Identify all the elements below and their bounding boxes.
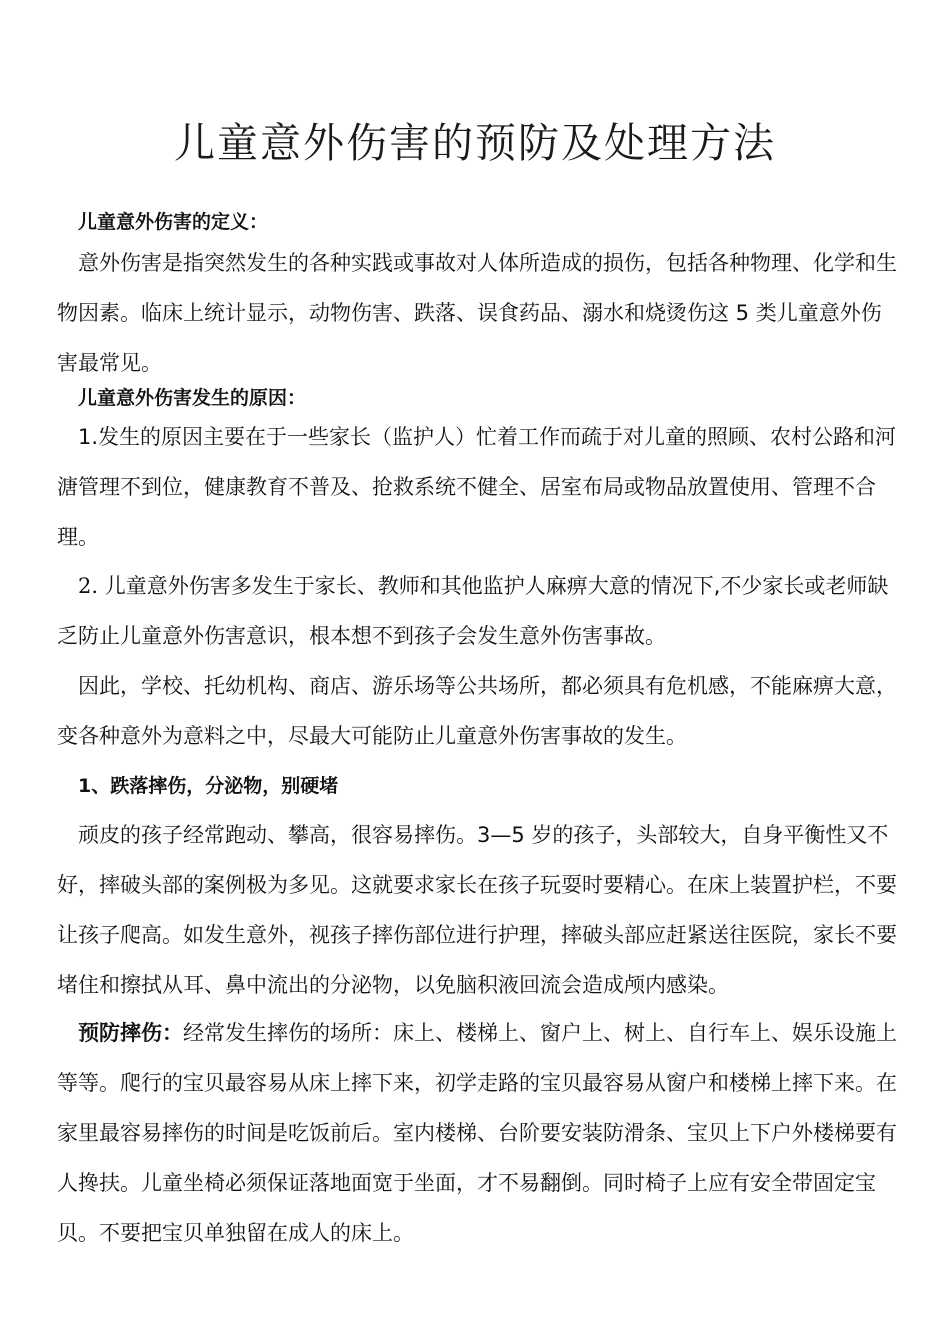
prevent-paragraph bbox=[57, 1008, 897, 1258]
prevent-label: 预防摔伤： bbox=[78, 1021, 183, 1045]
therefore-paragraph: 因此，学校、托幼机构、商店、游乐场等公共场所，都必须具有危机感，不能麻痹大意，变各种意外为意料之中，尽最大可能防止儿童意外伤害事故的发生。 bbox=[57, 674, 897, 748]
cause-paragraph-2 bbox=[57, 561, 897, 661]
definition-emphasis: 儿童意外伤害最常见。 bbox=[57, 301, 882, 375]
cause-paragraph-1: 1.发生的原因主要在于一些家长（监护人）忙着工作而疏于对儿童的照顾、农村公路和河溏管理不到位，健康教育不普及、抢救系统不健全、居室布局或物品放置使用、管理不合理。 bbox=[57, 425, 897, 549]
definition-text: 意外伤害是指突然发生的各种实践或事故对人体所造成的损伤，包括各种物理、化学和生物因素。临床上统计显示，动物伤害、跌落、误食药品、溺水和烧烫伤这 5 类 bbox=[57, 251, 897, 325]
section-1-heading: 1、跌落摔伤，分泌物，别硬堵 bbox=[78, 775, 339, 797]
section-1-paragraph: 顽皮的孩子经常跑动、攀高，很容易摔伤。3—5 岁的孩子，头部较大，自身平衡性又不好，摔破头部的案例极为多见。这就要求家长在孩子玩耍时要精心。在床上装置护栏，不要让孩子爬高。如发生意外，视孩子摔伤部位进行护理，摔破头部应赶紧送往医院，家长不要堵住和擦拭从耳、鼻中流出的分泌物，以免脑积液回流会造成颅内感染。 bbox=[57, 823, 897, 997]
prevent-text-c: 前后。室内楼梯、台阶要安装防滑条、宝贝上下户外楼梯要有人搀扶。儿童坐椅必须保证落地面宽于坐面，才不易翻倒。同时椅子上应有安全带固定宝贝。不要把宝贝单独留在成人的床上。 bbox=[57, 1121, 897, 1245]
document-title: 儿童意外伤害的预防及处理方法 bbox=[174, 119, 776, 167]
cause-2-prefix: 2. 儿童意外伤害 bbox=[78, 574, 231, 598]
definition-heading: 儿童意外伤害的定义： bbox=[78, 211, 269, 233]
cause-heading: 儿童意外伤害发生的原因： bbox=[78, 387, 307, 409]
definition-paragraph bbox=[57, 238, 897, 388]
prevent-text-b: 吃饭 bbox=[288, 1121, 330, 1145]
cause-2-text: 多发生于家长、教师和其他监护人麻痹大意的情况下,不少家长或老师缺乏防止儿童意外伤害意识，根本想不到孩子会发生意外伤害事故。 bbox=[57, 574, 889, 648]
prevent-text-a: 经常发生摔伤的场所：床上、楼梯上、窗户上、树上、自行车上、娱乐设施上等等。爬行的宝贝最容易从床上摔下来，初学走路的宝贝最容易从窗户和楼梯上摔下来。在家里最容易摔伤的时间是 bbox=[57, 1021, 897, 1145]
